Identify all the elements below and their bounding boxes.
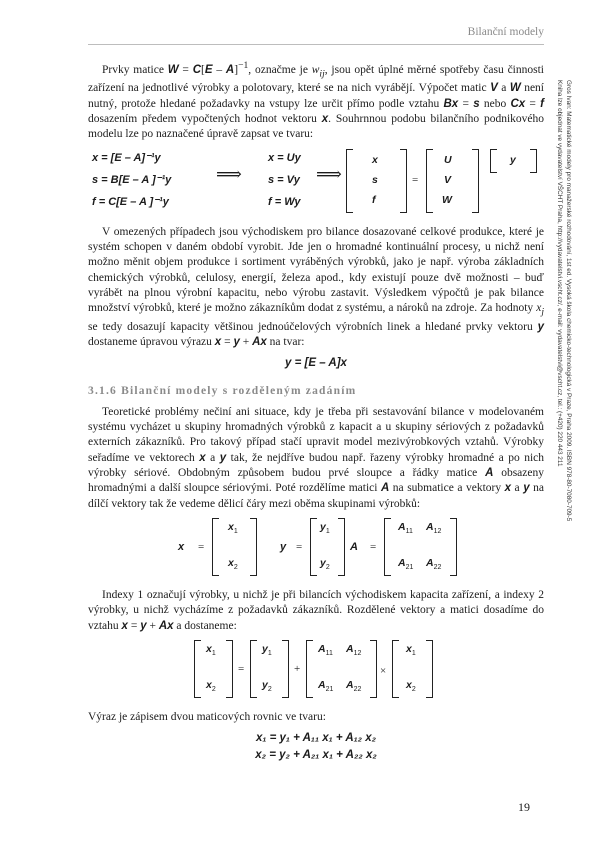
- header-rule: [88, 44, 544, 45]
- matrix-U: U: [444, 153, 452, 166]
- equals-sign: =: [198, 540, 205, 553]
- label-x: x: [178, 540, 185, 553]
- mat-A21: $A_{21}$: [318, 678, 334, 693]
- mat-A12: $A_{12}$: [426, 520, 442, 536]
- paragraph-2: V omezených případech jsou východiskem pro bilance dosazované celkové produkce, které je systém schopen v daném období vyrobit. Jde jen o hromadné kontinuální procesy, u nichž není možno měnit objem produkce i sortiment vyráběných výrobků, jako je např. výroba základních chemických výrobků, celulosy, energií, železa apod., kdy existují pouze dvě možnosti – buď vyrábět na plnou výrobní kapacitu, nebo výrobu zastavit. Výsledkem výpočtů je pak bilance množství výrobků, které je možno zákazníkům dodat z systému, a nároků na zdroje. Za hodnoty $x_j$ se tedy dosazují kapacity většinou jednoúčelových výrobních linek a hledané prvky vektoru y dostaneme úpravou výrazu x = y + Ax na tvar:: [88, 225, 544, 348]
- eq-wy: f = Wy: [268, 195, 301, 208]
- bracket-left: [306, 640, 313, 698]
- matrix-f: f: [372, 193, 376, 206]
- final-eq-1-text: x₁ = y₁ + A₁₁ x₁ + A₁₂ x₂: [255, 732, 377, 745]
- page-number: 19: [518, 800, 530, 814]
- mat-A21: $A_{21}$: [398, 556, 414, 572]
- equals-sign: =: [412, 173, 419, 186]
- bracket-right: [370, 640, 377, 698]
- bracket-left: [392, 640, 399, 698]
- vec-x2: $x_2$: [406, 678, 416, 693]
- bracket-left: [490, 149, 497, 173]
- label-y: y: [280, 540, 287, 553]
- label-A: A: [350, 540, 358, 553]
- eq-vy: s = Vy: [268, 173, 300, 186]
- bracket-left: [194, 640, 201, 698]
- vec-y2: $y_2$: [320, 556, 330, 572]
- bracket-right: [450, 518, 457, 576]
- copyright-sidebar: [555, 80, 573, 680]
- paragraph-3: Teoretické problémy nečiní ani situace, kdy je třeba při sestavování bilance v modelovaném systému vycházet u skupiny hromadných výrobků z kapacit a u skupiny sériových z požadavků externích zákazníků. Pro takový případ stačí upravit model mezivýrobkových vztahů. Výrobky seřadíme ve vektorech x a y tak, že nejdříve budou např. řazeny výrobky hromadné a po nich výrobky sériové. Obdobným způsobem budou prvé sloupce a řádky matice A obsazeny hromadnými a další sloupce sériovými. Poté rozdělíme matici A na submatice a vektory x a y na dílčí vektory tak že vedeme dělicí čáry mezi oběma skupinami výrobků:: [88, 405, 544, 510]
- bracket-right: [250, 518, 257, 576]
- vec-y1: $y_1$: [320, 520, 330, 536]
- vec-y2: $y_2$: [262, 678, 272, 693]
- equals-sign: =: [296, 540, 303, 553]
- equals-sign: =: [370, 540, 377, 553]
- equation-y-text: y = [E – A]x: [285, 357, 347, 370]
- matrix-y: y: [510, 153, 516, 166]
- vec-y1: $y_1$: [262, 642, 272, 657]
- eq-ux: x = Uy: [268, 151, 301, 164]
- vec-x1: $x_1$: [206, 642, 216, 657]
- bracket-left: [250, 640, 257, 698]
- partition-block: [88, 518, 544, 578]
- sidebar-line-2: Kniha lze objednat ve vydavatelství VŠCHT Praha, http://vydavatelstvi.vscht.cz/, e-mail: vydavatelstvi@vscht.cz, tel.: (+420) 220 443 211: [556, 80, 563, 467]
- bracket-left: [346, 149, 353, 213]
- bracket-left: [384, 518, 391, 576]
- paragraph-1: Prvky matice W = C[E – A]$^{-1}$, označme je $w_{ij}$, jsou opět úplné měrné spotřeby času činnosti zařízení na jednotlivé výrobky a polotovary, které se na nich vyrábějí. Výpočet matic V a W není nutný, protože hledané požadavky na vstupy lze určit přímo podle vztahu Bx = s nebo Cx = f dosazením předem vypočtených hodnot vektoru x. Souhrnnou podobu bilančního podnikového modelu lze po naznačené úpravě zapsat ve tvaru:: [88, 60, 544, 141]
- bracket-right: [338, 518, 345, 576]
- bracket-left: [426, 149, 433, 213]
- times-sign: ×: [380, 664, 387, 677]
- eq-x: x = [E – A]⁻¹y: [92, 151, 161, 164]
- implies-arrow-2: ⟹: [316, 163, 342, 184]
- final-eq-2: [88, 748, 544, 763]
- bracket-left: [310, 518, 317, 576]
- mat-A12: $A_{12}$: [346, 642, 362, 657]
- sidebar-line-1: Gros Ivan: Matematické modely pro manažerské rozhodování, 1st ed. Vysoká škola chemicko-technologická v Praze, Praha 2009. ISBN 978-80-7080-709-5: [565, 80, 572, 522]
- bracket-right: [426, 640, 433, 698]
- vec-x2: $x_2$: [228, 556, 238, 572]
- vec-x1: $x_1$: [228, 520, 238, 536]
- mat-A22: $A_{22}$: [346, 678, 362, 693]
- matrix-x: x: [372, 153, 378, 166]
- eq-s: s = B[E – A ]⁻¹y: [92, 173, 172, 186]
- substituted-block: [88, 640, 544, 700]
- vec-x2: $x_2$: [206, 678, 216, 693]
- matrix-s: s: [372, 173, 378, 186]
- mat-A11: $A_{11}$: [398, 520, 413, 536]
- summary-equations: [88, 149, 544, 215]
- page-content: [88, 58, 544, 766]
- equals-sign: =: [238, 662, 245, 675]
- mat-A11: $A_{11}$: [318, 642, 333, 657]
- matrix-V: V: [444, 173, 452, 186]
- paragraph-4: Indexy 1 označují výrobky, u nichž je při bilancích východiskem kapacita zařízení, a indexy 2 výrobky, u nichž vycházíme z požadavků zákazníků. Rozdělené vektory a matici dosadíme do vztahu x = y + Ax a dostaneme:: [88, 588, 544, 632]
- paragraph-5: Výraz je zápisem dvou maticových rovnic ve tvaru:: [88, 710, 326, 723]
- bracket-right: [226, 640, 233, 698]
- final-eq-2-text: x₂ = y₂ + A₂₁ x₁ + A₂₂ x₂: [255, 749, 377, 762]
- bracket-right: [282, 640, 289, 698]
- bracket-right: [530, 149, 537, 173]
- implies-arrow-1: ⟹: [216, 163, 242, 184]
- bracket-right: [472, 149, 479, 213]
- section-heading: 3.1.6 Bilanční modely s rozděleným zadáním: [88, 384, 357, 397]
- bracket-right: [400, 149, 407, 213]
- matrix-W: W: [442, 193, 452, 206]
- vec-x1: $x_1$: [406, 642, 416, 657]
- final-eq-1: [88, 731, 544, 746]
- running-header: Bilanční modely: [467, 26, 544, 38]
- equation-y: [88, 356, 544, 371]
- mat-A22: $A_{22}$: [426, 556, 442, 572]
- plus-sign: +: [294, 662, 301, 675]
- bracket-left: [212, 518, 219, 576]
- eq-f: f = C[E – A ]⁻¹y: [92, 195, 169, 208]
